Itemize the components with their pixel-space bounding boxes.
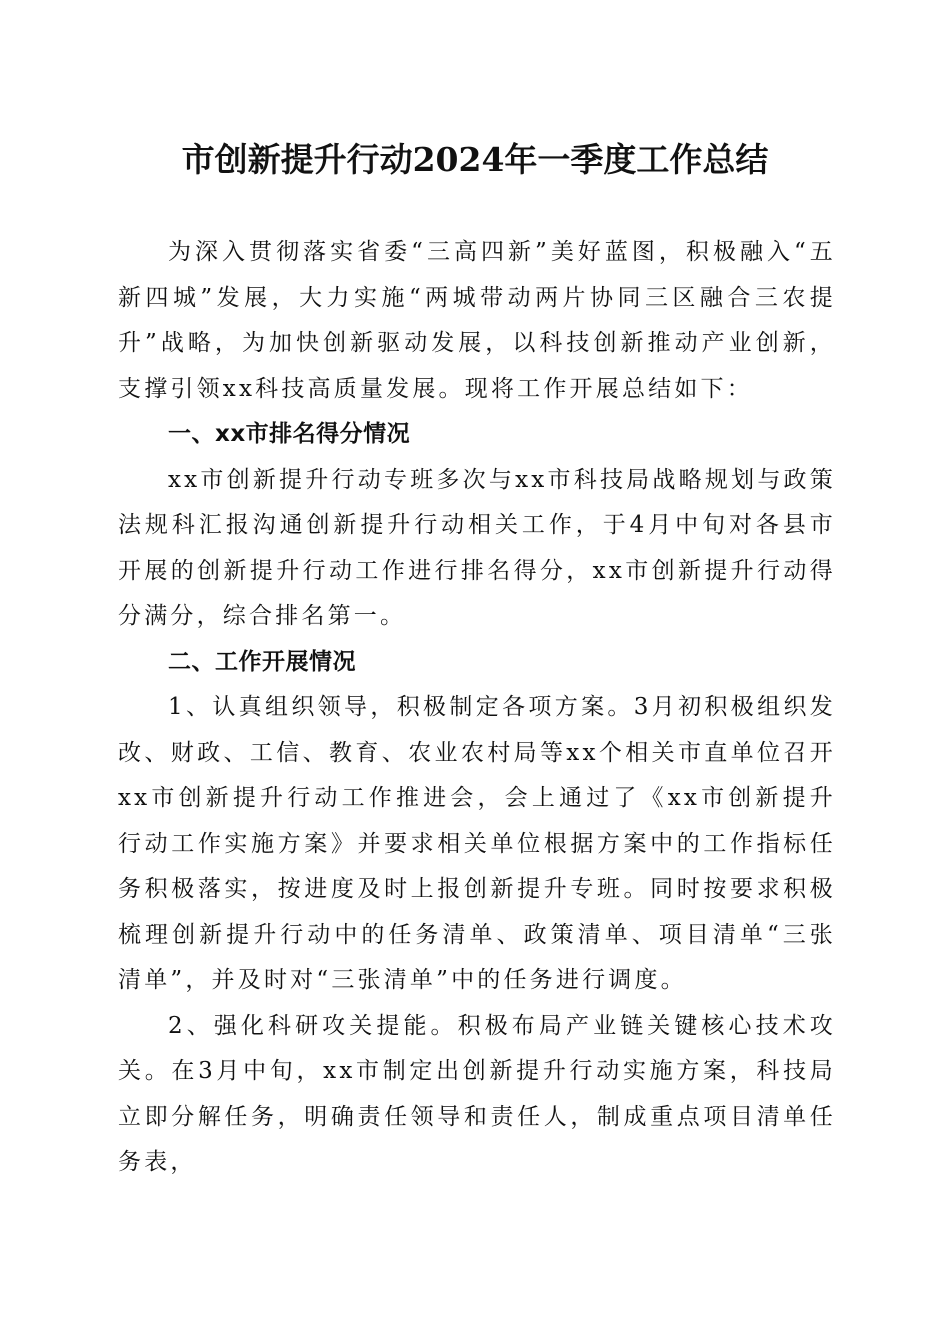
section-1-paragraph: xx市创新提升行动专班多次与xx市科技局战略规划与政策法规科汇报沟通创新提升行动相关工作，于4月中旬对各县市开展的创新提升行动工作进行排名得分，xx市创新提升行动得分满分，综合排名第一。 — [118, 466, 836, 629]
section-2-item-1: 1、认真组织领导，积极制定各项方案。3月初积极组织发改、财政、工信、教育、农业农村局等xx个相关市直单位召开xx市创新提升行动工作推进会，会上通过了《xx市创新提升行动工作实施方案》并要求相关单位根据方案中的工作指标任务积极落实，按进度及时上报创新提升专班。同时按要求积极梳理创新提升行动中的任务清单、政策清单、项目清单“三张清单”，并及时对“三张清单”中的任务进行调度。 — [118, 694, 836, 993]
section-1-heading: 一、xx市排名得分情况 — [168, 421, 411, 447]
document-body — [118, 230, 836, 1186]
section-2-item-2: 2、强化科研攻关提能。积极布局产业链关键核心技术攻关。在3月中旬，xx市制定出创新提升行动实施方案，科技局立即分解任务，明确责任领导和责任人，制成重点项目清单任务表， — [118, 1012, 836, 1175]
intro-paragraph: 为深入贯彻落实省委“三高四新”美好蓝图，积极融入“五新四城”发展，大力实施“两城带动两片协同三区融合三农提升”战略，为加快创新驱动发展，以科技创新推动产业创新，支撑引领xx科技高质量发展。现将工作开展总结如下： — [118, 239, 836, 402]
document-title: 市创新提升行动2024年一季度工作总结 — [181, 140, 769, 179]
section-2-heading: 二、工作开展情况 — [168, 648, 356, 675]
